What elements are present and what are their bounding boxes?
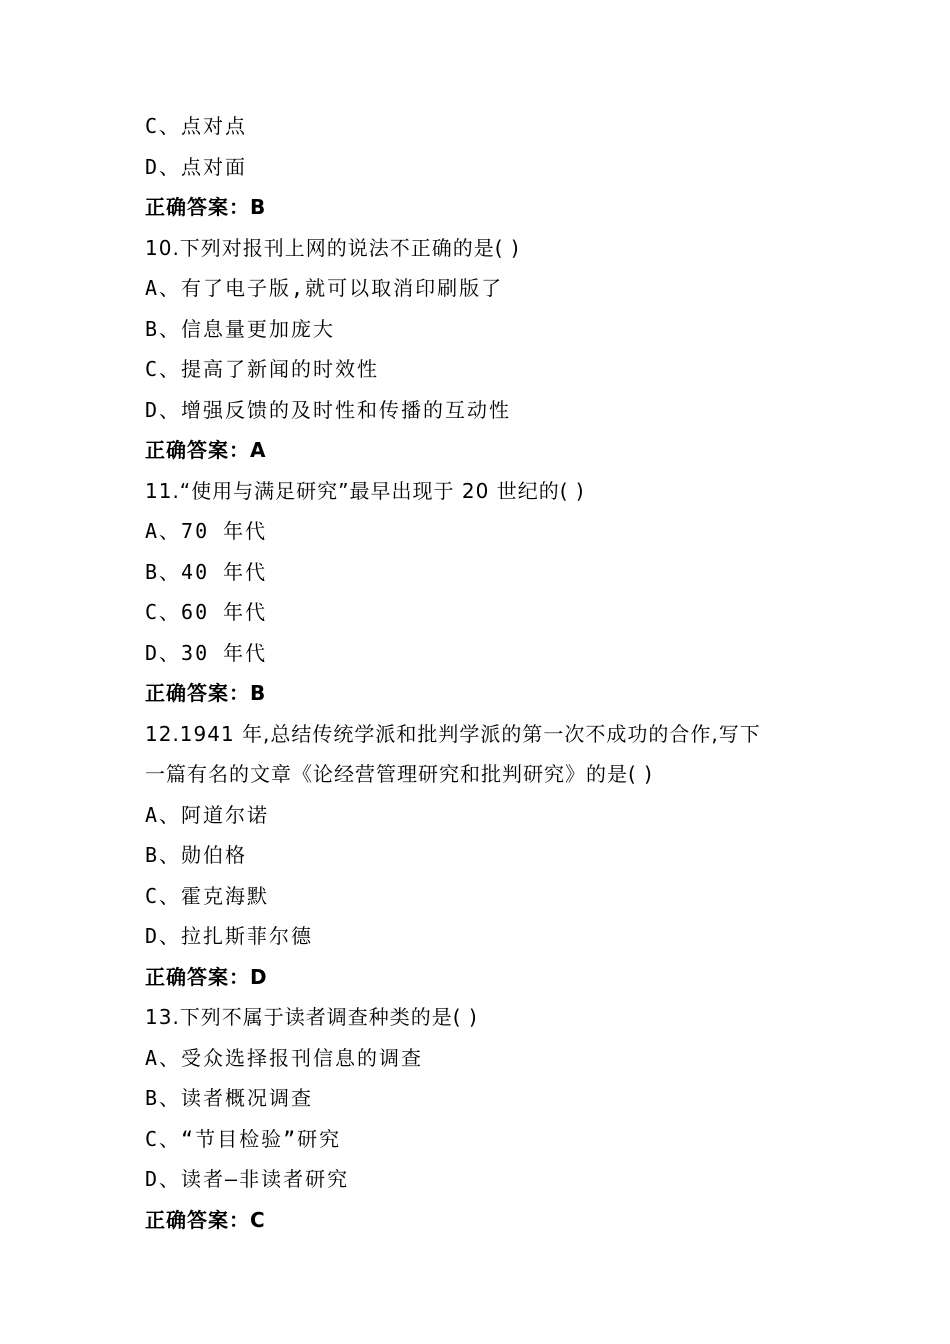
- option-9d: D、点对面: [145, 154, 248, 179]
- question-10: 10.下列对报刊上网的说法不正确的是( ): [145, 235, 520, 260]
- option-12d: D、拉扎斯菲尔德: [145, 924, 314, 948]
- option-13b: B、读者概况调查: [145, 1086, 314, 1110]
- question-12-line-1: 12.1941 年,总结传统学派和批判学派的第一次不成功的合作,写下: [145, 721, 761, 746]
- answer-10: 正确答案：A: [145, 438, 267, 462]
- option-10d: D、增强反馈的及时性和传播的互动性: [145, 397, 512, 422]
- option-9c: C、点对点: [145, 114, 248, 138]
- option-11b: B、40 年代: [145, 559, 268, 584]
- option-13c: C、“节目检验”研究: [145, 1126, 342, 1151]
- answer-13: 正确答案：C: [145, 1207, 266, 1232]
- answer-9: 正确答案：B: [145, 195, 267, 219]
- option-13a: A、受众选择报刊信息的调查: [145, 1045, 424, 1070]
- option-10a: A、有了电子版,就可以取消印刷版了: [145, 276, 504, 300]
- option-12b: B、勋伯格: [145, 843, 248, 867]
- question-13: 13.下列不属于读者调查种类的是( ): [145, 1005, 478, 1029]
- option-13d: D、读者—非读者研究: [145, 1167, 350, 1191]
- answer-12: 正确答案：D: [145, 964, 268, 989]
- question-11: 11.“使用与满足研究”最早出现于 20 世纪的( ): [145, 478, 585, 503]
- option-12c: C、霍克海默: [145, 883, 270, 908]
- option-10b: B、信息量更加庞大: [145, 316, 336, 341]
- option-12a: A、阿道尔诺: [145, 802, 270, 827]
- option-10c: C、提高了新闻的时效性: [145, 357, 380, 381]
- question-12-line-2: 一篇有名的文章《论经营管理研究和批判研究》的是( ): [145, 762, 653, 786]
- option-11d: D、30 年代: [145, 640, 268, 665]
- document-content: [145, 106, 825, 1240]
- option-11c: C、60 年代: [145, 600, 268, 624]
- answer-11: 正确答案：B: [145, 681, 267, 705]
- option-11a: A、70 年代: [145, 519, 268, 543]
